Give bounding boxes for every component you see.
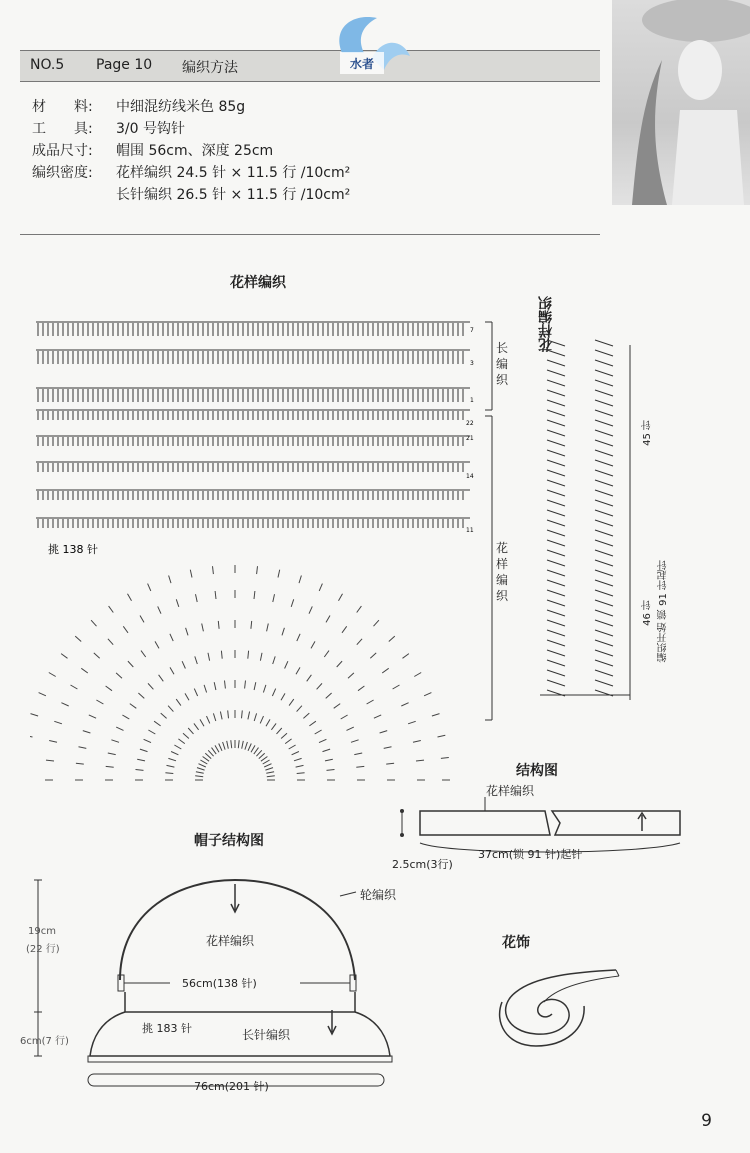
- spec-row: 成品尺寸: 帽围 56cm、深度 25cm: [32, 143, 274, 159]
- specs-list: [32, 96, 350, 206]
- row-number: 1: [470, 397, 474, 404]
- woman-in-hat-photo-icon: [612, 0, 750, 205]
- structure-width-label: 37cm(锁 91 针)起针: [478, 848, 583, 861]
- pattern-chart-title: 花样编织: [230, 275, 286, 291]
- page-number: 9: [701, 1111, 712, 1131]
- bracket-bottom-label: 花样编织: [496, 541, 509, 603]
- flower-chart: [535, 330, 645, 710]
- logo-text: 水者: [349, 57, 375, 71]
- chain-start-label: 编织开始 锁 91 针起针: [658, 560, 669, 663]
- flower-title: 花饰: [502, 935, 530, 951]
- crown-rows: (22 行): [26, 944, 60, 955]
- flower-chart-title: 花样编织: [538, 296, 554, 352]
- row-number: 7: [470, 327, 474, 334]
- rose-spiral-icon: [476, 962, 626, 1052]
- spec-row: 材 料: 中细混纺线米色 85g: [32, 99, 246, 115]
- spec-row: 编织密度: 花样编织 24.5 针 × 11.5 行 /10cm²: [32, 165, 351, 181]
- page-reference: Page 10: [96, 57, 153, 73]
- model-photo: [612, 0, 750, 205]
- row-number: 14: [466, 473, 474, 480]
- structure-title: 结构图: [516, 763, 558, 779]
- section-title: 编织方法: [182, 60, 238, 76]
- pickup-label: 挑 183 针: [142, 1022, 192, 1035]
- crown-height: 19cm: [28, 926, 56, 937]
- structure-pattern-label: 花样编织: [486, 784, 535, 798]
- row-number: 22: [466, 420, 474, 427]
- crochet-chart: [30, 310, 520, 790]
- divider: [20, 234, 600, 235]
- round-knit-label: 轮编织: [360, 888, 397, 902]
- feather-icon: [339, 17, 377, 53]
- row-number: 21: [466, 435, 474, 442]
- pattern-number: NO.5: [30, 57, 65, 73]
- row-number: 11: [466, 527, 474, 534]
- logo: [322, 8, 414, 84]
- hat-structure-title: 帽子结构图: [194, 833, 264, 849]
- structure-height-label: 2.5cm(3行): [392, 858, 453, 871]
- spec-row: 工 具: 3/0 号钩针: [32, 121, 185, 137]
- pickup-label: 挑 138 针: [48, 543, 98, 556]
- brim-stitch-label: 长针编织: [242, 1028, 291, 1042]
- brim-height: 6cm(7 行): [20, 1036, 69, 1047]
- bottom-width-label: 76cm(201 针): [194, 1080, 269, 1093]
- spec-row: 长针编织 26.5 针 × 11.5 行 /10cm²: [116, 187, 351, 203]
- row-number: 3: [470, 360, 474, 367]
- header-bar: [20, 50, 600, 82]
- crown-pattern-label: 花样编织: [206, 934, 255, 948]
- stitch-count-45: 45 针: [642, 420, 653, 446]
- stitch-count-46: 46 针: [642, 600, 653, 626]
- bracket-top-label: 长编织: [496, 341, 509, 387]
- circumference-label: 56cm(138 针): [182, 977, 257, 990]
